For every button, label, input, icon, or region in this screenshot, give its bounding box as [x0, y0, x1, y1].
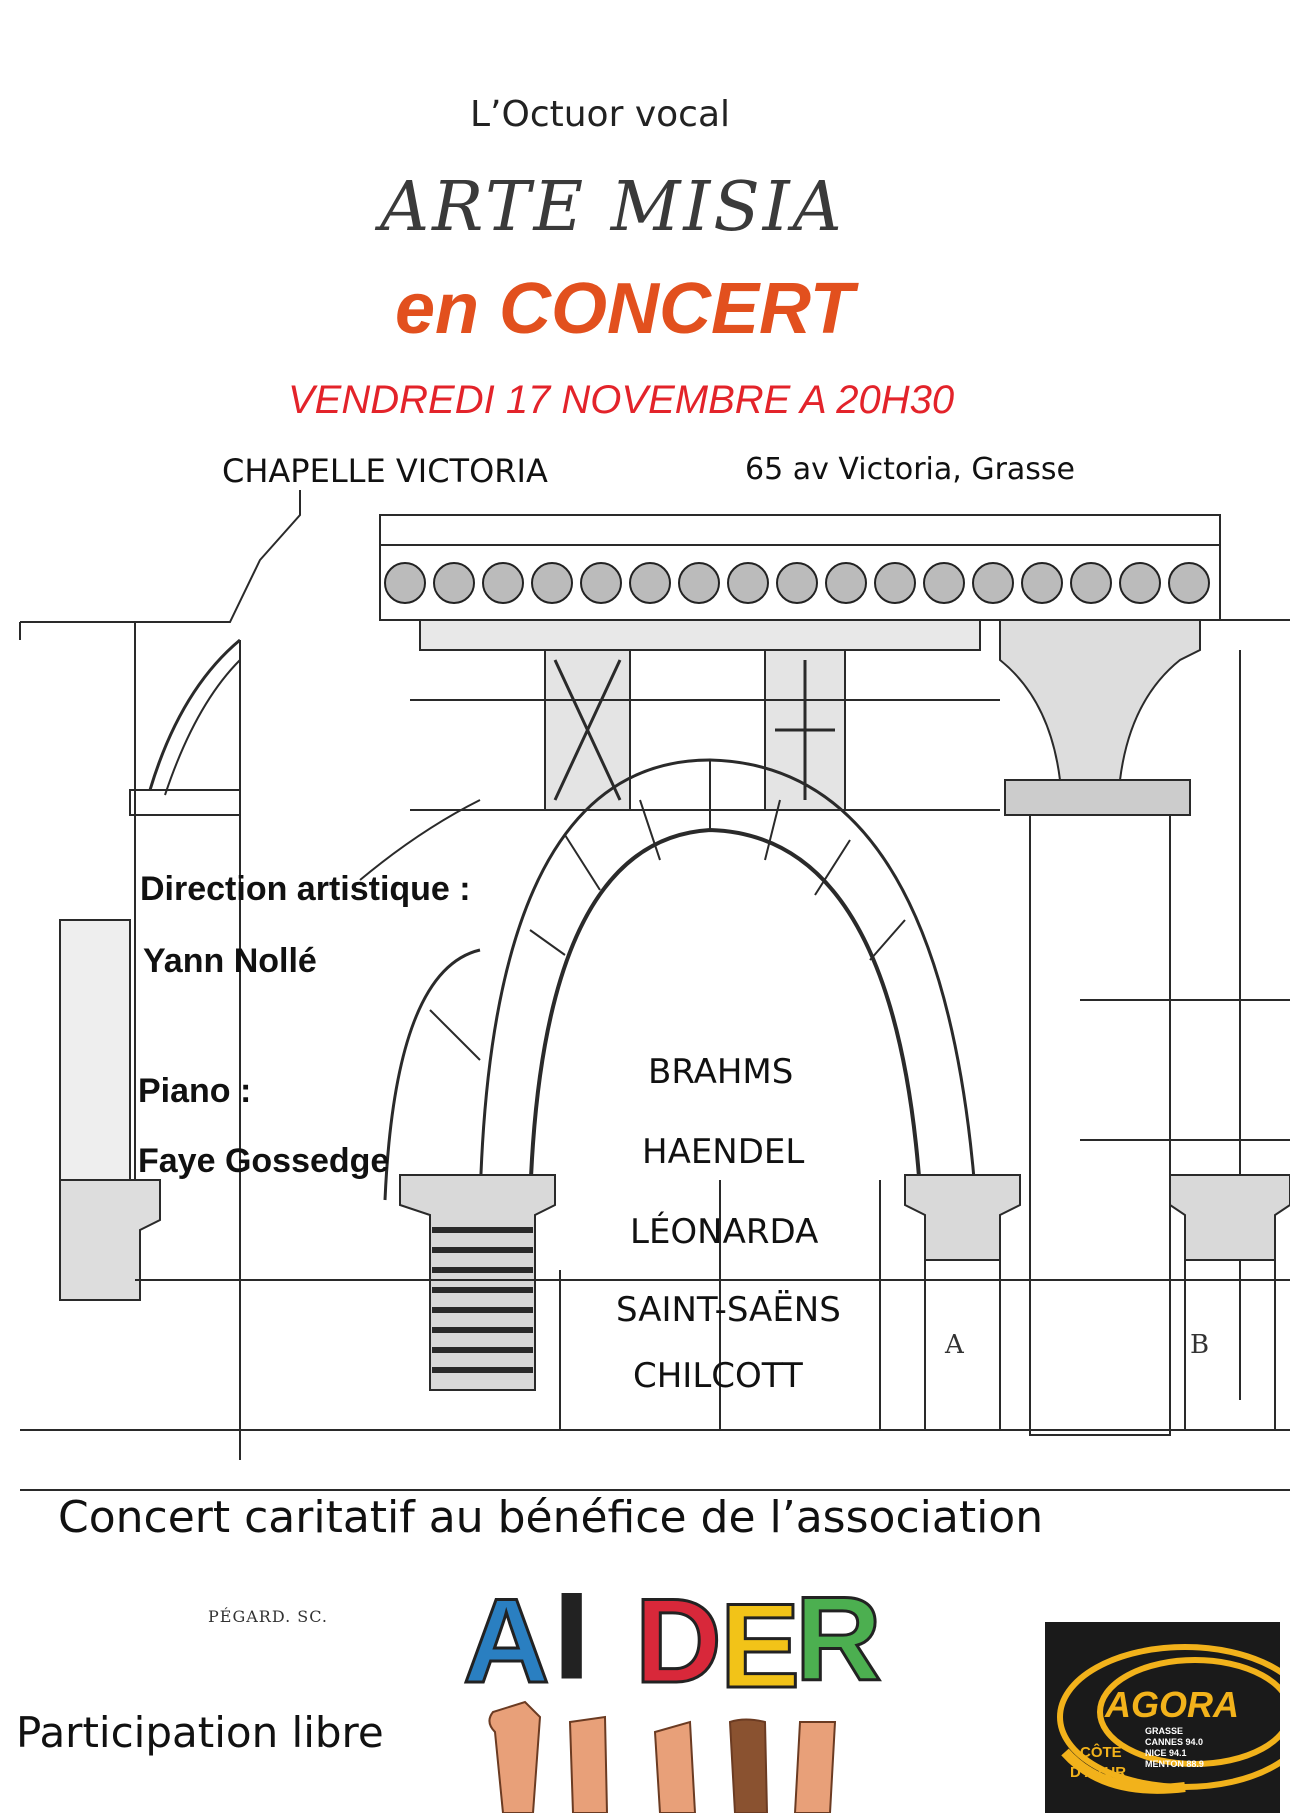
hand-icon [655, 1722, 695, 1813]
piano-name: Faye Gossedge [138, 1142, 390, 1180]
concert-heading: en CONCERT [395, 269, 854, 349]
participation-text: Participation libre [16, 1708, 384, 1757]
rosette-ornament [777, 563, 817, 603]
plate-label-a: A [945, 1330, 964, 1360]
aider-letter: E [720, 1579, 801, 1713]
rosette-ornament [581, 563, 621, 603]
composer-item: BRAHMS [648, 1052, 794, 1092]
rosette-ornament [826, 563, 866, 603]
engraver-signature: PÉGARD. SC. [208, 1607, 328, 1626]
composer-item: SAINT-SAËNS [616, 1290, 841, 1330]
venue-address: 65 av Victoria, Grasse [745, 452, 1075, 487]
rosette-ornament [973, 563, 1013, 603]
aider-letter: I [555, 1572, 589, 1703]
aider-logo [455, 1572, 890, 1813]
rosette-ornament [1022, 563, 1062, 603]
agora-frequency: CANNES 94.0 [1145, 1737, 1204, 1747]
hand-icon [570, 1717, 607, 1813]
composer-item: HAENDEL [642, 1132, 805, 1172]
composer-item: LÉONARDA [630, 1212, 819, 1252]
agora-name: AGORA [1105, 1684, 1239, 1725]
venue-name: CHAPELLE VICTORIA [222, 452, 548, 490]
aider-letter: A [463, 1574, 550, 1708]
plate-label-b: B [1190, 1330, 1210, 1360]
agora-frequency: NICE 94.1 [1145, 1748, 1187, 1758]
rosette-ornament [532, 563, 572, 603]
piano-label: Piano : [138, 1072, 252, 1110]
rosette-ornament [728, 563, 768, 603]
ensemble-subtitle: L’Octuor vocal [470, 94, 731, 135]
composer-item: CHILCOTT [633, 1356, 803, 1396]
rosette-ornament [1169, 563, 1209, 603]
agora-frequency: MENTON 88.9 [1145, 1759, 1204, 1769]
agora-frequency: GRASSE [1145, 1726, 1184, 1736]
aider-letter: R [795, 1572, 882, 1706]
charity-text: Concert caritatif au bénéfice de l’association [58, 1492, 1044, 1543]
agora-radio-logo [1045, 1622, 1280, 1813]
hand-icon [730, 1720, 767, 1814]
rosette-ornament [630, 563, 670, 603]
direction-name: Yann Nollé [143, 942, 317, 980]
rosette-ornament [924, 563, 964, 603]
aider-letter: D [635, 1574, 722, 1708]
agora-region: CÔTE [1080, 1744, 1122, 1761]
hand-icon [489, 1702, 540, 1813]
rosette-ornament [875, 563, 915, 603]
rosette-ornament [1071, 563, 1111, 603]
agora-region: D'AZUR [1070, 1764, 1127, 1781]
rosette-ornament [679, 563, 719, 603]
rosette-ornament [1120, 563, 1160, 603]
ensemble-title: ARTE MISIA [380, 168, 845, 247]
rosette-ornament [385, 563, 425, 603]
rosette-ornament [434, 563, 474, 603]
concert-date: VENDREDI 17 NOVEMBRE A 20H30 [288, 378, 955, 422]
rosette-ornament [483, 563, 523, 603]
direction-label: Direction artistique : [140, 870, 471, 908]
hand-icon [795, 1722, 835, 1813]
